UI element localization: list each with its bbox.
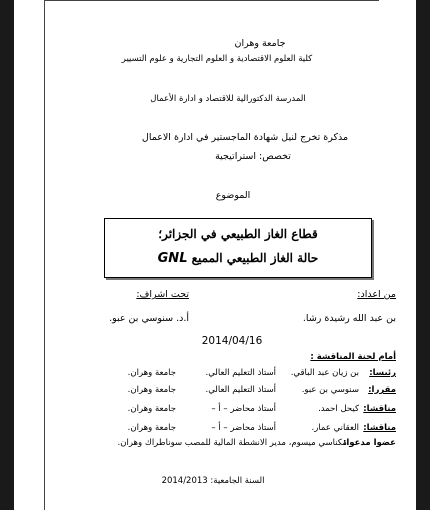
- committee-rank: أستاذ محاضر – أ –: [211, 423, 276, 433]
- committee-role: مناقشا:: [363, 404, 396, 414]
- doctoral-school: المدرسة الدكتورالية للاقتصاد و ادارة الأعمال: [150, 94, 306, 104]
- committee-role: مقررا:: [368, 385, 396, 395]
- committee-university: جامعة وهران.: [127, 423, 176, 433]
- subject-label: الموضوع: [215, 190, 251, 201]
- invited-member-text: مكناسي ميسوم، مدير الانشطة المالية للمصب سوناطراك وهران.: [117, 438, 347, 448]
- university-name: جامعة وهران: [234, 38, 286, 49]
- invited-member-role: عضوا مدعوا:: [342, 438, 396, 448]
- committee-rank: أستاذ التعليم العالي.: [205, 368, 276, 378]
- supervisor-name: أ.د. سنوسي بن عبو.: [109, 313, 189, 324]
- committee-university: جامعة وهران.: [127, 368, 176, 378]
- committee-heading: أمام لجنة المناقشة :: [310, 352, 396, 362]
- specialty: تخصص: استراتيجية: [215, 151, 291, 162]
- thesis-title-line2: [105, 251, 371, 266]
- document-page: [14, 0, 416, 510]
- supervisor-label: تحت اشراف:: [136, 289, 189, 300]
- thesis-title-line1: قطاع الغاز الطبيعي في الجزائر؛: [158, 227, 318, 241]
- academic-year: السنة الجامعية: 2014/2013: [161, 476, 265, 486]
- page-border-top: [44, 0, 379, 1]
- committee-name: بن زيان عبد الباقي.: [290, 368, 359, 378]
- faculty-name: كلية العلوم الاقتصادية و العلوم التجارية و علوم التسيير: [121, 54, 313, 64]
- thesis-title-line2-text: حالة الغاز الطبيعي المميع: [191, 251, 319, 265]
- committee-role: مناقشا:: [363, 423, 396, 433]
- page-border-left: [44, 0, 45, 510]
- committee-rank: أستاذ التعليم العالي.: [205, 385, 276, 395]
- committee-name: سنوسي بن عبو.: [301, 385, 359, 395]
- committee-name: كيحل احمد.: [318, 404, 359, 414]
- defense-date: 2014/04/16: [201, 335, 263, 347]
- memo-description: مذكرة تخرج لنيل شهادة الماجستير في ادارة الاعمال: [141, 132, 349, 143]
- committee-name: العقاني عمار.: [311, 423, 359, 433]
- committee-university: جامعة وهران.: [127, 385, 176, 395]
- committee-rank: أستاذ محاضر – أ –: [211, 404, 276, 414]
- thesis-title-code: GNL: [157, 251, 188, 266]
- prepared-by-name: بن عبد الله رشيدة رشا.: [302, 313, 396, 324]
- prepared-by-label: من اعداد:: [357, 289, 396, 300]
- committee-university: جامعة وهران.: [127, 404, 176, 414]
- committee-role: رئيسا:: [369, 368, 396, 378]
- thesis-title-box: [104, 218, 372, 278]
